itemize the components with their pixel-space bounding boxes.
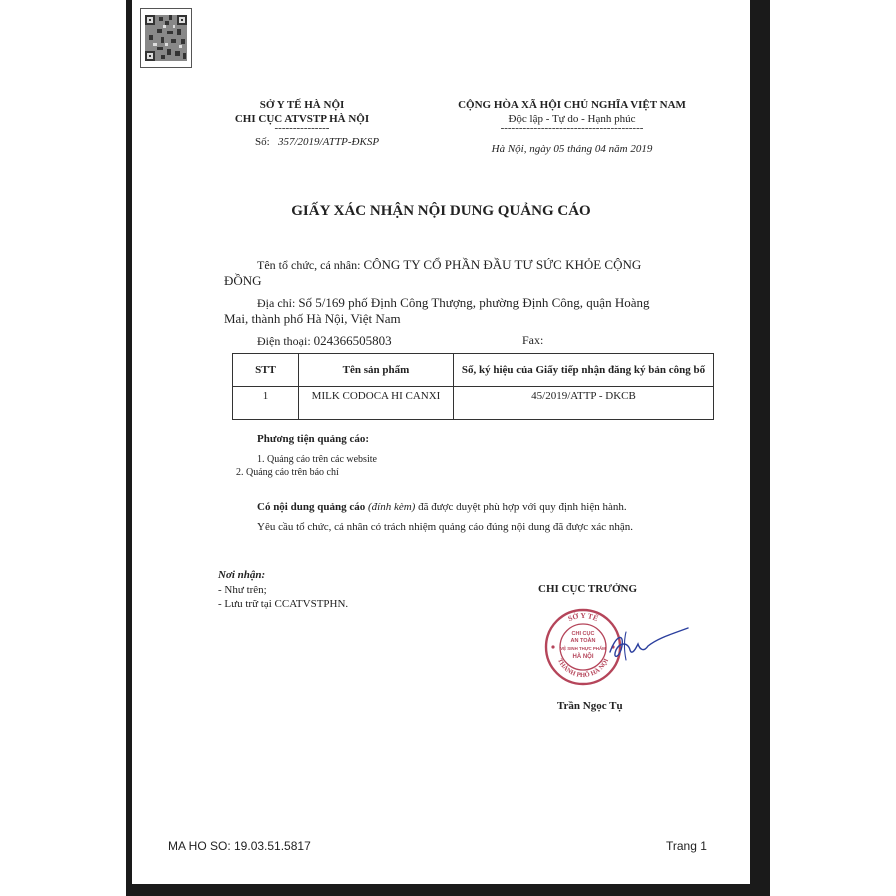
product-table	[232, 353, 714, 420]
document-title: GIẤY XÁC NHẬN NỘI DUNG QUẢNG CÁO	[291, 203, 591, 219]
country-name: CỘNG HÒA XÃ HỘI CHỦ NGHĨA VIỆT NAM	[458, 99, 686, 111]
qr-code	[140, 8, 192, 68]
address-line2: Mai, thành phố Hà Nội, Việt Nam	[224, 311, 401, 326]
signer-name: Trần Ngọc Tụ	[557, 700, 623, 712]
phone-label: Điện thoại:	[257, 334, 311, 348]
approval-rest: đã được duyệt phù hợp với quy định hiện hành.	[418, 501, 627, 513]
page-number: Trang 1	[666, 839, 707, 853]
motto-separator: ---------------------------------------	[500, 122, 644, 134]
frame-bottom	[126, 884, 770, 896]
document-number: 357/2019/ATTP-ĐKSP	[278, 136, 380, 148]
stamp-text-top: SỞ Y TẾ	[566, 610, 600, 624]
table-row	[233, 387, 714, 420]
handwritten-signature	[602, 620, 692, 670]
fax-label: Fax:	[522, 333, 544, 347]
agency-name: CHI CỤC ATVSTP HÀ NỘI	[234, 113, 370, 125]
approval-italic: (đính kèm)	[367, 501, 416, 513]
document-page	[132, 0, 750, 884]
stamp-line2: AN TOÀN	[570, 638, 596, 644]
issue-date: Hà Nội, ngày 05 tháng 04 năm 2019	[491, 143, 653, 155]
approval-line	[257, 501, 627, 513]
cell-product: MILK CODOCA HI CANXI	[299, 387, 454, 420]
header-stt: STT	[233, 354, 299, 387]
stamp-line3: VỆ SINH THỰC PHẨM	[560, 646, 606, 651]
country-motto: Độc lập - Tự do - Hạnh phúc	[508, 113, 636, 125]
approval-bold: Có nội dung quảng cáo	[257, 501, 366, 513]
media-item: 1. Quảng cáo trên các website	[257, 454, 377, 465]
file-number: MA HO SO: 19.03.51.5817	[168, 839, 311, 853]
signer-position: CHI CỤC TRƯỞNG	[538, 583, 638, 595]
header-product: Tên sản phẩm	[299, 354, 454, 387]
org-label: Tên tổ chức, cá nhân:	[257, 258, 361, 272]
recipient-item: - Lưu trữ tại CCATVSTPHN.	[218, 598, 349, 610]
recipient-item: - Như trên;	[218, 584, 267, 596]
requirement-line: Yêu cầu tổ chức, cá nhân có trách nhiệm quảng cáo đúng nội dung đã được xác nhận.	[257, 521, 634, 533]
org-name: CÔNG TY CỔ PHẦN ĐẦU TƯ SỨC KHỎE CỘNG	[363, 257, 642, 272]
cell-stt: 1	[233, 387, 299, 420]
stamp-text-bottom: THÀNH PHỐ HÀ NỘI	[555, 657, 611, 680]
phone-row	[257, 333, 392, 349]
cell-cert: 45/2019/ATTP - DKCB	[454, 387, 714, 420]
agency-parent: SỞ Y TẾ HÀ NỘI	[259, 99, 345, 111]
address-label: Địa chỉ:	[257, 296, 296, 310]
header-cert: Số, ký hiệu của Giấy tiếp nhận đăng ký bản công bố	[454, 354, 714, 387]
phone-value: 024366505803	[313, 333, 392, 348]
org-row	[257, 257, 641, 273]
document-number-label: Số:	[255, 136, 270, 148]
media-item: 2. Quảng cáo trên báo chí	[236, 467, 339, 478]
address-row	[257, 295, 650, 311]
address-line1: Số 5/169 phố Định Công Thượng, phường Định Công, quận Hoàng	[298, 295, 650, 310]
recipients-title: Nơi nhận:	[218, 569, 266, 581]
media-title: Phương tiện quảng cáo:	[257, 433, 370, 445]
agency-separator: ---------------	[274, 122, 330, 134]
stamp-line1: CHI CỤC	[571, 631, 595, 637]
stamp-line4: HÀ NỘI	[572, 654, 594, 660]
frame-right	[750, 0, 770, 896]
org-name-cont: ĐỒNG	[224, 273, 262, 288]
table-header-row	[233, 354, 714, 387]
